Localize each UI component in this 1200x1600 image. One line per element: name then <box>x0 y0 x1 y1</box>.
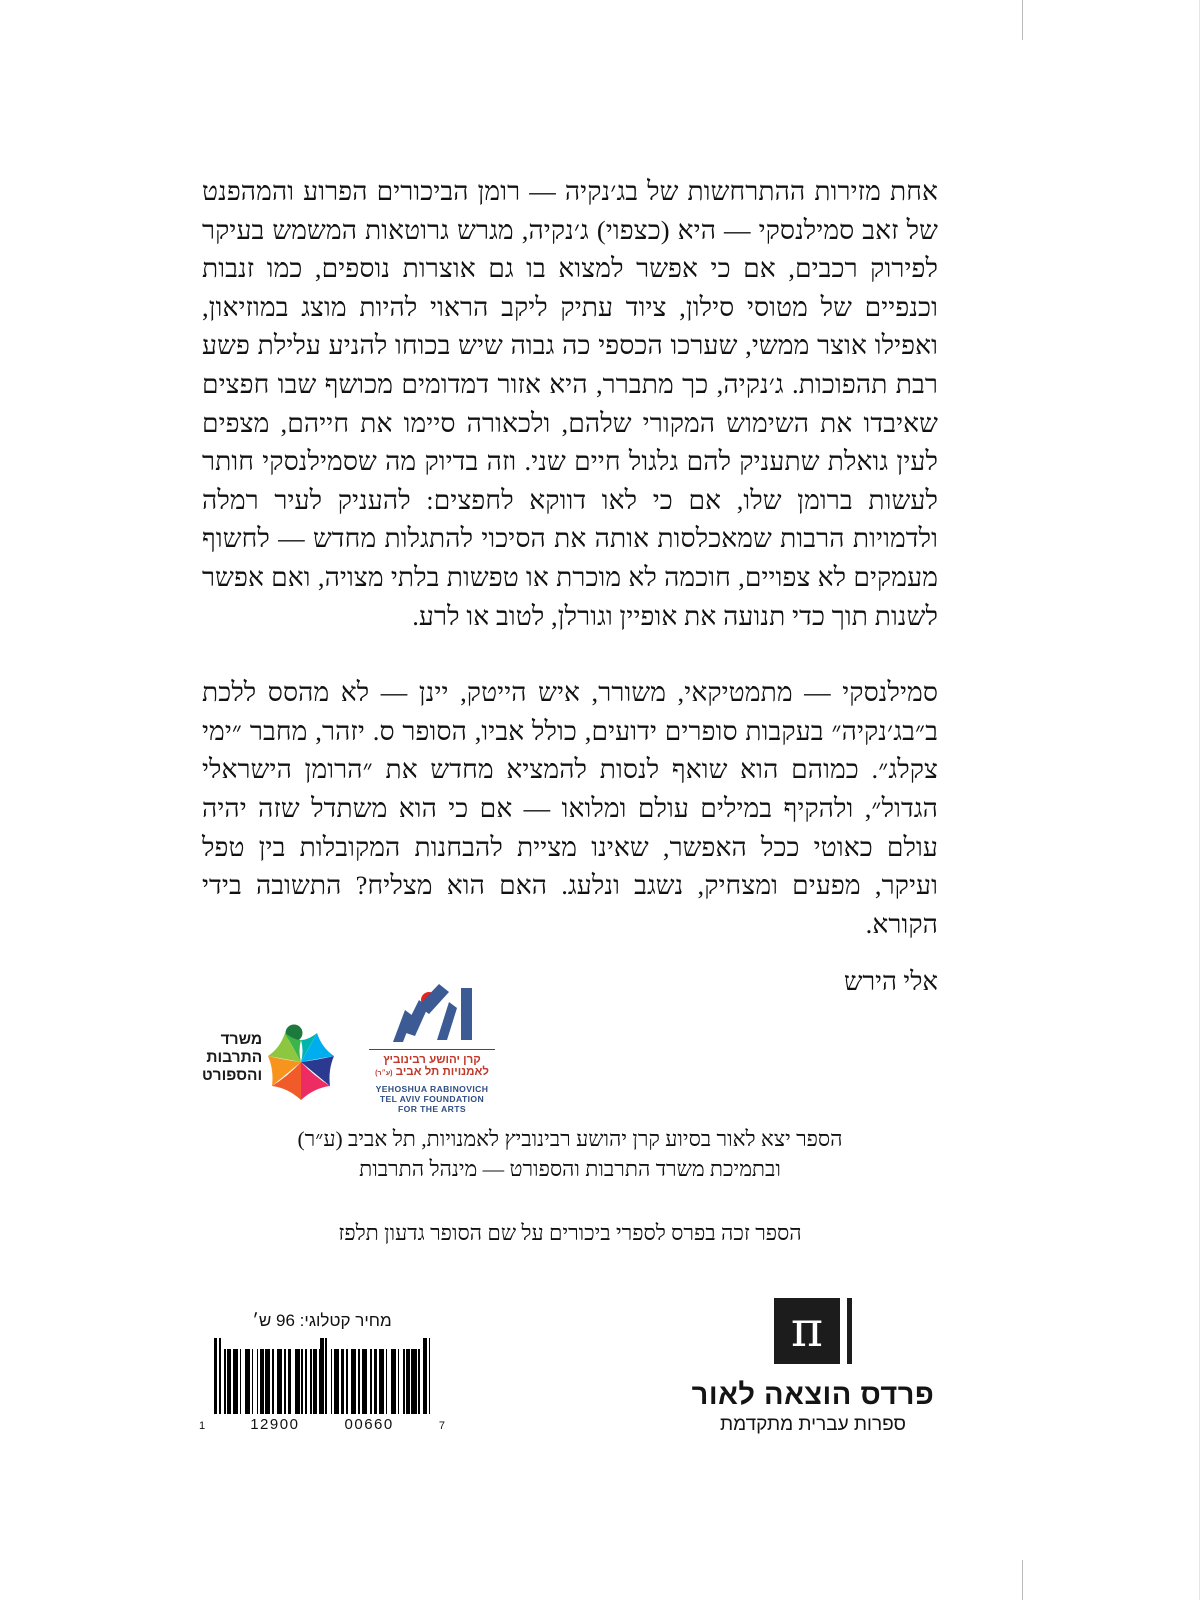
blurb-paragraph-1: אחת מזירות ההתרחשות של בג׳נקיה — רומן הביכורים הפרוע והמהפנט של זאב סמילנסקי — היא (כצפוי) ג׳נקיה, מגרש גרוטאות המשמש בעיקר לפירוק רכבים, אם כי אפשר למצוא בו גם אוצרות נוספים, כמו זנבות וכנפיים של מטוסי סילון, ציוד עתיק ליקב הראוי להיות מוצג במוזיאון, ואפילו אוצר ממשי, שערכו הכספי כה גבוה שיש בכוחו להניע עלילת פשע רבת תהפוכות. ג׳נקיה, כך מתברר, היא אזור דמדומים מכושף שבו חפצים שאיבדו את השימוש המקורי שלהם, ולכאורה סיימו את חייהם, מצפים לעין גואלת שתעניק להם גלגול חיים שני. וזה בדיוק מה שסמילנסקי חותר לעשות ברומן שלו, אם כי לאו דווקא לחפצים: להעניק לעיר רמלה ולדמויות הרבות שמאכלסות אותה את הסיכוי להתגלות מחדש — לחשוף מעמקים לא צפויים, חוכמה לא מוכרת או טפשות בלתי מצויה, ואם אפשר לשנות תוך כדי תנועה את אופיין וגורלן, לטוב או לרע. <box>202 176 938 631</box>
ministry-name-line-3: והספורט <box>202 1067 263 1084</box>
funding-credit-line-2: ובתמיכת משרד התרבות והספורט — מינהל התרבות <box>359 1157 781 1181</box>
publisher-name: פרדס הוצאה לאור <box>691 1379 935 1411</box>
ministry-of-culture-logo <box>202 1010 354 1106</box>
rabinovich-hebrew-wordmark <box>375 1054 489 1081</box>
rabinovich-hebrew-line-2: לאמנויות תל אביב <box>395 1066 489 1079</box>
barcode-digit-left: 1 <box>199 1420 206 1432</box>
barcode-digits <box>199 1416 445 1433</box>
rabinovich-foundation-logo <box>358 982 506 1114</box>
publisher-block <box>688 1298 938 1437</box>
rabinovich-emblem-icon <box>377 982 487 1046</box>
ministry-of-culture-wordmark <box>202 1031 262 1085</box>
rabinovich-english-line-2: TEL AVIV FOUNDATION <box>379 1094 485 1104</box>
funding-credit-line-1: הספר יצא לאור בסיוע קרן יהושע רבינוביץ לאמנויות, תל אביב (ע״ר) <box>297 1127 843 1151</box>
rabinovich-english-wordmark <box>376 1084 489 1114</box>
publisher-logo-icon <box>688 1298 938 1364</box>
blurb-signature: אלי הירש <box>843 967 938 997</box>
rabinovich-divider-rule <box>369 1049 495 1050</box>
barcode-block <box>196 1310 448 1433</box>
rabinovich-english-line-1: YEHOSHUA RABINOVICH <box>375 1084 489 1094</box>
sponsor-logos-row <box>202 982 938 1114</box>
ean13-barcode <box>213 1338 431 1414</box>
catalog-price-label: מחיר קטלוגי: 96 ש׳ <box>252 1311 392 1330</box>
publisher-tagline: ספרות עברית מתקדמת <box>719 1414 907 1435</box>
ministry-name-line-1: משרד <box>220 1031 263 1048</box>
pi-glyph-icon: π <box>774 1298 840 1364</box>
rabinovich-english-line-3: FOR THE ARTS <box>398 1104 466 1114</box>
barcode-digit-right: 7 <box>438 1420 445 1432</box>
crop-mark-bottom-right <box>1022 1560 1023 1600</box>
ministry-name-line-2: התרבות <box>206 1049 263 1066</box>
prize-note: הספר זכה בפרס לספרי ביכורים על שם הסופר גדעון תלפז <box>338 1221 802 1245</box>
blurb-paragraph-2: סמילנסקי — מתמטיקאי, משורר, איש הייטק, יינן — לא מהסס ללכת ב״בג׳נקיה״ בעקבות סופרים ידועים, כולל אביו, הסופר ס. יזהר, מחבר ״ימי צקלג״. כמוהם הוא שואף לנסות להמציא מחדש את ״הרומן הישראלי הגדול״, ולהקיף במילים עולם ומלואו — אם כי הוא משתדל שזה יהיה עולם כאוטי ככל האפשר, שאינו מציית להבחנות המקובלות בין טפל ועיקר, מפעים ומצחיק, נשגב ונלעג. האם הוא מצליח? התשובה בידי הקורא. <box>202 677 938 939</box>
publisher-logo-bar <box>847 1298 852 1364</box>
funding-credits-block <box>202 1124 938 1184</box>
crop-mark-top-right <box>1022 0 1023 40</box>
barcode-digits-group-2: 00660 <box>344 1416 394 1433</box>
blurb-text-block <box>202 172 938 999</box>
barcode-digits-group-1: 12900 <box>250 1416 300 1433</box>
colorful-star-icon <box>268 1016 334 1100</box>
rabinovich-registration-mark: (ע״ר) <box>375 1070 393 1078</box>
rabinovich-hebrew-line-1: קרן יהושע רבינוביץ <box>383 1053 481 1066</box>
rabinovich-hebrew-line-2-wrap <box>375 1066 489 1081</box>
